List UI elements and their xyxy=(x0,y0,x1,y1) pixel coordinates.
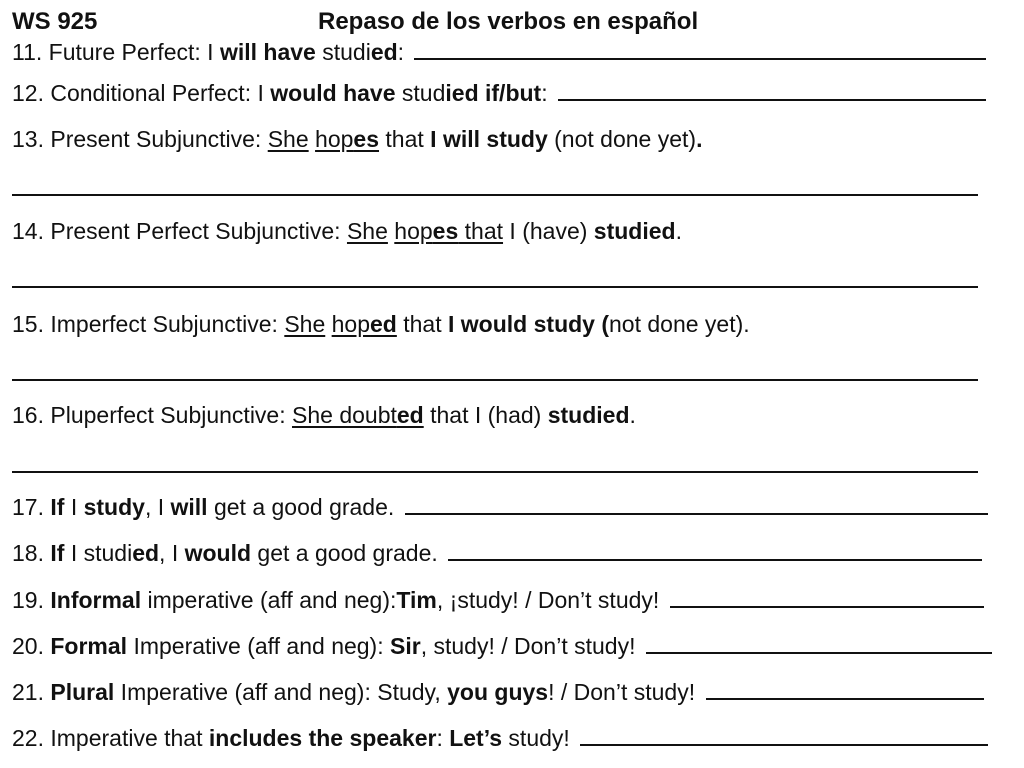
item-17 xyxy=(12,493,988,521)
worksheet-title: Repaso de los verbos en español xyxy=(318,8,699,35)
answer-blank[interactable] xyxy=(405,495,988,515)
answer-line[interactable] xyxy=(12,379,978,381)
item-text: that xyxy=(458,218,504,244)
item-text: If xyxy=(50,540,65,566)
item-text: (not done yet) xyxy=(547,126,697,152)
item-text: She xyxy=(284,311,326,337)
answer-blank[interactable] xyxy=(706,680,984,700)
answer-blank[interactable] xyxy=(646,634,992,654)
item-text: ed xyxy=(370,39,398,65)
item-text: ed xyxy=(370,311,397,337)
item-text: stud xyxy=(395,80,446,106)
item-text: : xyxy=(397,39,411,65)
item-19 xyxy=(12,586,984,614)
item-text: , I xyxy=(159,540,185,566)
item-text: 14. Present Perfect Subjunctive: xyxy=(12,218,347,244)
item-text: 15. Imperfect Subjunctive: xyxy=(12,311,285,337)
item-text: She doubt xyxy=(292,402,397,428)
item-text: : xyxy=(541,80,554,106)
answer-blank[interactable] xyxy=(448,541,982,561)
item-text: If xyxy=(50,494,65,520)
item-text: you guys xyxy=(447,679,549,705)
item-text: get a good grade. xyxy=(207,494,401,520)
answer-line[interactable] xyxy=(12,471,978,473)
item-text: that I (had) xyxy=(423,402,548,428)
item-text: . xyxy=(675,218,682,244)
item-text: imperative (aff and neg): xyxy=(141,587,397,613)
item-text: . xyxy=(696,126,703,152)
item-text: will xyxy=(170,494,208,520)
answer-line[interactable] xyxy=(12,194,978,196)
item-14 xyxy=(12,217,682,245)
item-text: 21. xyxy=(12,679,51,705)
item-text: hop xyxy=(331,311,371,337)
item-text: Imperative (aff and neg): xyxy=(127,633,391,659)
item-text: , I xyxy=(144,494,171,520)
item-text: She xyxy=(267,126,309,152)
item-text: that xyxy=(379,126,431,152)
item-text: Informal xyxy=(50,587,142,613)
item-text: includes the speaker xyxy=(208,725,437,751)
item-text: I will study xyxy=(430,126,548,152)
answer-blank[interactable] xyxy=(580,726,988,746)
item-text: es xyxy=(353,126,380,152)
item-12 xyxy=(12,79,986,107)
worksheet-code: WS 925 xyxy=(12,8,98,35)
item-text: 12. Conditional Perfect: I xyxy=(12,80,271,106)
item-text: She xyxy=(346,218,388,244)
item-15 xyxy=(12,310,750,338)
item-text: study xyxy=(83,494,145,520)
item-text: hop xyxy=(315,126,354,152)
item-text: 13. Present Subjunctive: xyxy=(12,126,268,152)
item-text: will have xyxy=(219,39,316,65)
item-text: get a good grade. xyxy=(251,540,445,566)
answer-blank[interactable] xyxy=(670,588,984,608)
item-text: hop xyxy=(394,218,433,244)
item-text: 19. xyxy=(12,587,51,613)
item-text: Sir xyxy=(390,633,421,659)
item-21 xyxy=(12,678,984,706)
item-text: , ¡study! / Don’t study! xyxy=(436,587,666,613)
item-22 xyxy=(12,724,988,752)
item-text: 16. Pluperfect Subjunctive: xyxy=(12,402,292,428)
answer-blank[interactable] xyxy=(414,40,986,60)
item-text: , study! / Don’t study! xyxy=(420,633,642,659)
item-text: I xyxy=(64,494,84,520)
item-text: Imperative (aff and neg): Study, xyxy=(114,679,448,705)
item-text: studi xyxy=(315,39,371,65)
item-text: Let’s xyxy=(449,725,503,751)
item-text: ied if/but xyxy=(445,80,542,106)
item-text: 17. xyxy=(12,494,51,520)
item-text: ! / Don’t study! xyxy=(548,679,702,705)
answer-line[interactable] xyxy=(12,286,978,288)
item-20 xyxy=(12,632,992,660)
item-text: would xyxy=(184,540,252,566)
item-text: 11. Future Perfect: I xyxy=(12,39,220,65)
item-text: Tim xyxy=(396,587,437,613)
item-11 xyxy=(12,38,986,66)
worksheet-header xyxy=(12,8,699,36)
item-text: . xyxy=(629,402,636,428)
item-18 xyxy=(12,539,982,567)
item-text: 20. xyxy=(12,633,51,659)
item-13 xyxy=(12,125,702,153)
item-text: would have xyxy=(270,80,396,106)
item-text: study! xyxy=(502,725,577,751)
item-text: 18. xyxy=(12,540,51,566)
item-text: Formal xyxy=(50,633,128,659)
item-text: ed xyxy=(132,540,160,566)
item-text: that xyxy=(396,311,449,337)
item-text: I studi xyxy=(64,540,133,566)
item-text: es xyxy=(432,218,459,244)
item-text: not done yet). xyxy=(609,311,750,337)
item-text: studied xyxy=(547,402,630,428)
item-text: ed xyxy=(396,402,424,428)
item-text: : xyxy=(436,725,450,751)
item-text: studied xyxy=(593,218,676,244)
item-text: Plural xyxy=(50,679,115,705)
answer-blank[interactable] xyxy=(558,81,986,101)
item-text: I would study ( xyxy=(448,311,610,337)
item-text: 22. Imperative that xyxy=(12,725,209,751)
item-16 xyxy=(12,401,636,429)
item-text: I (have) xyxy=(503,218,594,244)
